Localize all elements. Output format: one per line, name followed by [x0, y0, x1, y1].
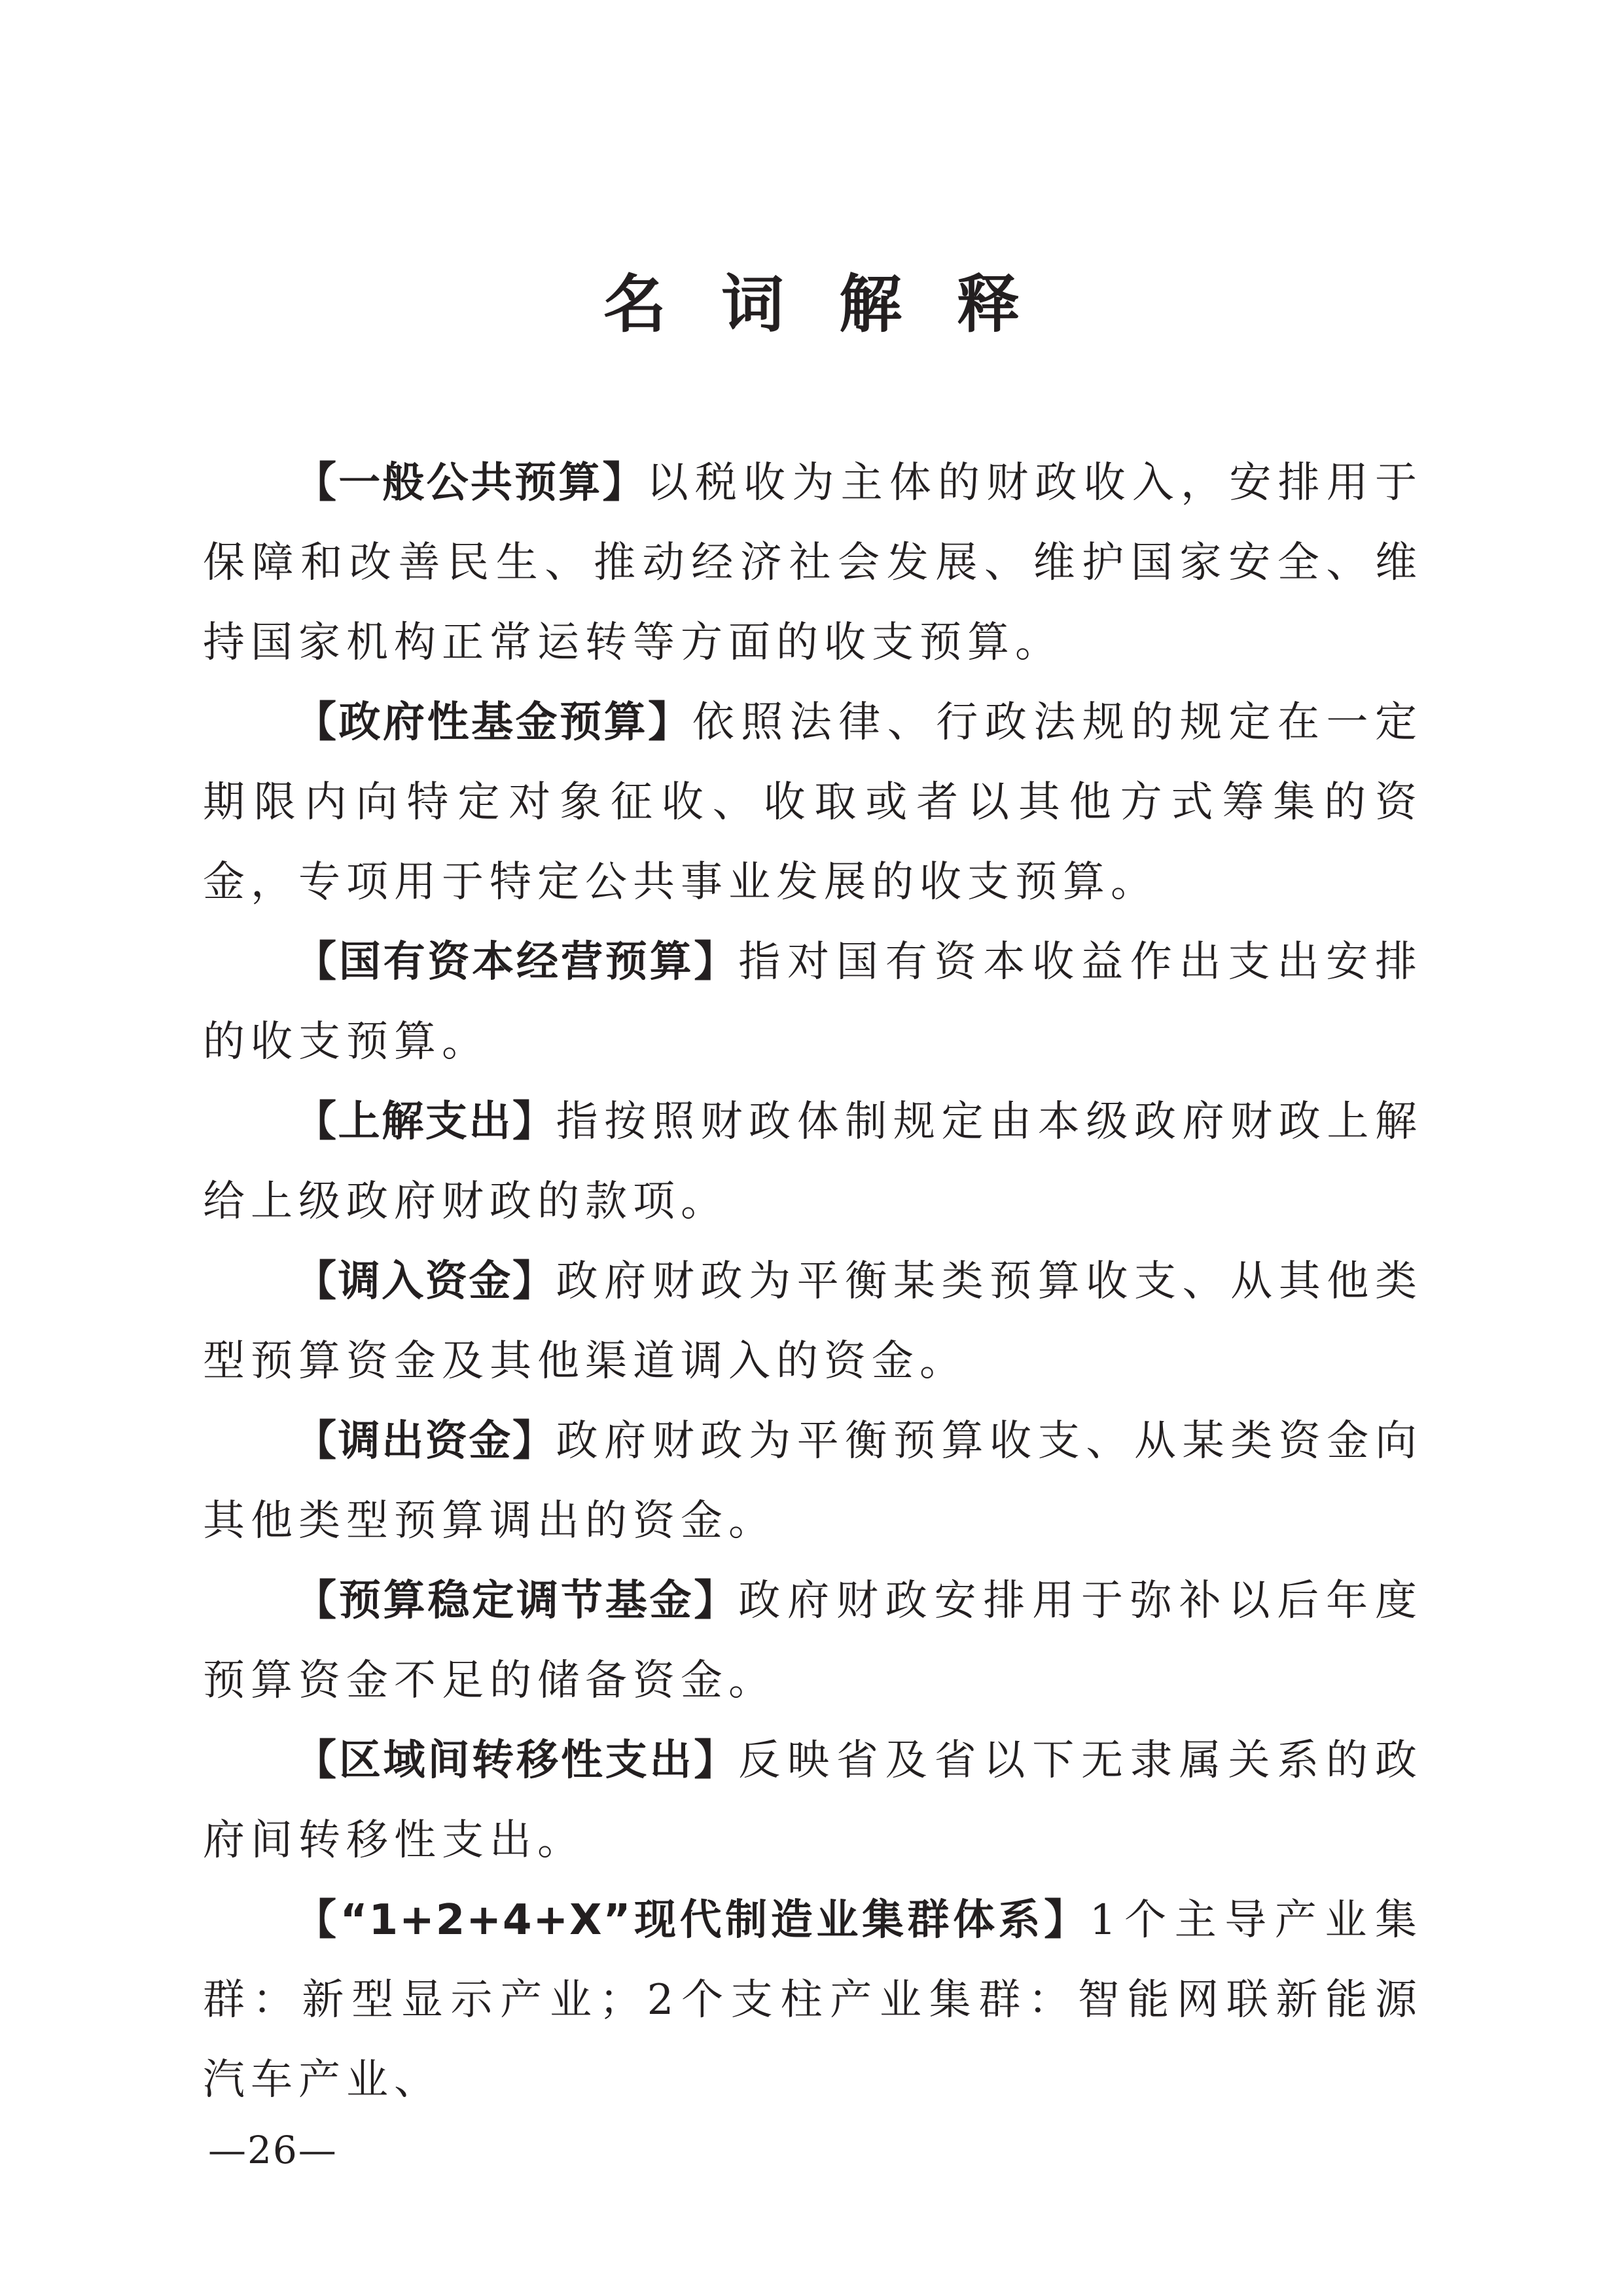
glossary-term: 【预算稳定调节基金】: [294, 1577, 739, 1625]
page-number: —26—: [208, 2128, 338, 2172]
glossary-definition: 指对国有资本收益作出支出安排的收支预算。: [203, 938, 1423, 1066]
glossary-definition: 政府财政安排用于弥补以后年度预算资金不足的储备资金。: [203, 1577, 1423, 1705]
glossary-entry-state-capital-budget: [203, 922, 1423, 1082]
glossary-definition: 1个主导产业集群：新型显示产业；2个支柱产业集群：智能网联新能源汽车产业、: [203, 1896, 1423, 2104]
glossary-entry-funds-transferred-out: [203, 1401, 1423, 1561]
glossary-term: 【调入资金】: [294, 1257, 556, 1306]
glossary-term: 【上解支出】: [294, 1098, 556, 1146]
glossary-entry-government-fund-budget: [203, 683, 1423, 922]
glossary-definition: 政府财政为平衡预算收支、从某类资金向其他类型预算调出的资金。: [203, 1417, 1423, 1545]
glossary-list: [203, 443, 1423, 2120]
glossary-term: 【政府性基金预算】: [294, 698, 692, 747]
glossary-term: 【一般公共预算】: [294, 459, 647, 507]
glossary-entry-funds-transferred-in: [203, 1242, 1423, 1401]
glossary-entry-manufacturing-cluster-system: [203, 1880, 1423, 2120]
glossary-term: 【“1+2+4+X”现代制造业集群体系】: [294, 1896, 1090, 1945]
glossary-definition: 以税收为主体的财政收入，安排用于保障和改善民生、推动经济社会发展、维护国家安全、维持国家机构正常运转等方面的收支预算。: [203, 459, 1423, 667]
glossary-entry-interregional-transfer: [203, 1721, 1423, 1880]
glossary-entry-remittance-expenditure: [203, 1082, 1423, 1242]
glossary-definition: 政府财政为平衡某类预算收支、从其他类型预算资金及其他渠道调入的资金。: [203, 1257, 1423, 1386]
glossary-term: 【区域间转移性支出】: [294, 1736, 739, 1785]
glossary-definition: 反映省及省以下无隶属关系的政府间转移性支出。: [203, 1736, 1423, 1865]
glossary-definition: 指按照财政体制规定由本级政府财政上解给上级政府财政的款项。: [203, 1098, 1423, 1226]
glossary-entry-budget-stabilization-fund: [203, 1561, 1423, 1721]
glossary-definition: 依照法律、行政法规的规定在一定期限内向特定对象征收、收取或者以其他方式筹集的资金，专项用于特定公共事业发展的收支预算。: [203, 698, 1423, 906]
glossary-term: 【调出资金】: [294, 1417, 556, 1465]
glossary-term: 【国有资本经营预算】: [294, 938, 739, 986]
page-title: 名词解释: [603, 267, 1075, 341]
glossary-entry-general-public-budget: [203, 443, 1423, 683]
